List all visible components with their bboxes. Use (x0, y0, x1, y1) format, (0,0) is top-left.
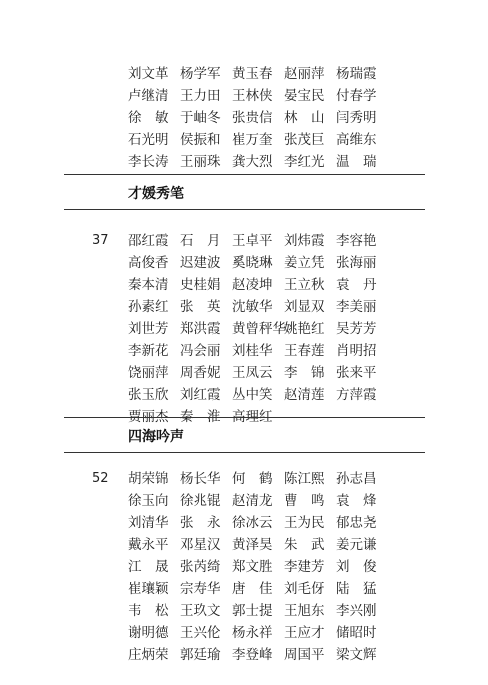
person-name: 郑文胜 (232, 559, 273, 575)
name-row (128, 490, 388, 512)
person-name: 徐兆锟 (180, 493, 221, 509)
person-name: 史桂娟 (180, 277, 221, 293)
person-name: 郭士提 (232, 603, 273, 619)
person-name: 晏宝民 (284, 88, 325, 104)
person-name: 袁 烽 (336, 493, 377, 509)
person-name: 姜立凭 (284, 255, 325, 271)
person-name: 黄玉春 (232, 66, 273, 82)
person-name: 储昭时 (336, 625, 377, 641)
person-name: 赵凌坤 (232, 277, 273, 293)
name-row (128, 622, 388, 644)
person-name: 江 晟 (128, 559, 169, 575)
person-name: 张贵信 (232, 110, 273, 126)
person-name: 赵清龙 (232, 493, 273, 509)
person-name: 谢明德 (128, 625, 169, 641)
person-name: 唐 佳 (232, 581, 273, 597)
person-name: 韦 松 (128, 603, 169, 619)
person-name: 饶丽萍 (128, 365, 169, 381)
person-name: 李长涛 (128, 154, 169, 170)
person-name: 温 瑞 (336, 154, 377, 170)
person-name: 周香妮 (180, 365, 221, 381)
person-name: 赵丽萍 (284, 66, 325, 82)
person-name: 朱 武 (284, 537, 325, 553)
person-name: 徐冰云 (232, 515, 273, 531)
person-name: 王兴伦 (180, 625, 221, 641)
person-name: 宗寿华 (180, 581, 221, 597)
name-row (128, 129, 388, 151)
person-name: 方萍霞 (336, 387, 377, 403)
person-name: 邵红霞 (128, 233, 169, 249)
person-name: 李 锦 (284, 365, 325, 381)
person-name: 李登峰 (232, 647, 273, 663)
person-name: 张芮绮 (180, 559, 221, 575)
person-name: 邓星汉 (180, 537, 221, 553)
person-name: 徐 敏 (128, 110, 169, 126)
person-name: 袁 丹 (336, 277, 377, 293)
person-name: 李美丽 (336, 299, 377, 315)
top-name-list (128, 63, 388, 173)
person-name: 丛中笑 (232, 387, 273, 403)
name-row (128, 556, 388, 578)
name-row (128, 85, 388, 107)
name-row (128, 230, 388, 252)
name-row (128, 578, 388, 600)
person-name: 吴芳芳 (336, 321, 377, 337)
person-name: 刘清华 (128, 515, 169, 531)
person-name: 杨瑞霞 (336, 66, 377, 82)
person-name: 杨学军 (180, 66, 221, 82)
person-name: 林 山 (284, 110, 325, 126)
name-row (128, 644, 388, 666)
section-title-sihai: 四海吟声 (128, 429, 184, 445)
person-name: 王卓平 (232, 233, 273, 249)
person-name: 刘世芳 (128, 321, 169, 337)
person-name: 陈江熙 (284, 471, 325, 487)
person-name: 张 英 (180, 299, 221, 315)
person-name: 刘 俊 (336, 559, 377, 575)
person-name: 刘显双 (284, 299, 325, 315)
page-number-37: 37 (92, 233, 109, 248)
person-name: 徐玉向 (128, 493, 169, 509)
person-name: 沈敏华 (232, 299, 273, 315)
person-name: 冯会丽 (180, 343, 221, 359)
person-name: 石 月 (180, 233, 221, 249)
person-name: 王凤云 (232, 365, 273, 381)
person-name: 高俊香 (128, 255, 169, 271)
person-name: 秦 淮 (180, 409, 221, 425)
person-name: 孙素红 (128, 299, 169, 315)
person-name: 秦本清 (128, 277, 169, 293)
person-name: 贾丽杰 (128, 409, 169, 425)
person-name: 刘桂华 (232, 343, 273, 359)
person-name: 梁文辉 (336, 647, 377, 663)
section-title-caiyuan: 才媛秀笔 (128, 186, 184, 202)
person-name: 王林侠 (232, 88, 273, 104)
person-name: 刘文革 (128, 66, 169, 82)
section-divider-bottom (64, 209, 425, 210)
person-name: 周国平 (284, 647, 325, 663)
person-name: 奚晓琳 (232, 255, 273, 271)
person-name: 王力田 (180, 88, 221, 104)
person-name: 李建芳 (284, 559, 325, 575)
person-name: 杨长华 (180, 471, 221, 487)
name-row (128, 252, 388, 274)
person-name: 王应才 (284, 625, 325, 641)
name-row (128, 296, 388, 318)
person-name: 王为民 (284, 515, 325, 531)
person-name: 王丽珠 (180, 154, 221, 170)
person-name: 郭廷瑜 (180, 647, 221, 663)
page-number-52: 52 (92, 471, 109, 486)
person-name: 卢继清 (128, 88, 169, 104)
person-name: 杨永祥 (232, 625, 273, 641)
name-row (128, 318, 388, 340)
person-name: 王玖文 (180, 603, 221, 619)
section2-name-list (128, 468, 388, 666)
person-name: 胡荣锦 (128, 471, 169, 487)
person-name: 高理红 (232, 409, 273, 425)
person-name: 王立秋 (284, 277, 325, 293)
person-name: 刘毛伢 (284, 581, 325, 597)
name-row (128, 151, 388, 173)
name-row (128, 340, 388, 362)
person-name: 郁忠尧 (336, 515, 377, 531)
person-name: 崔瓖颖 (128, 581, 169, 597)
person-name: 赵清莲 (284, 387, 325, 403)
person-name: 王旭东 (284, 603, 325, 619)
person-name: 于岫冬 (180, 110, 221, 126)
person-name: 高维东 (336, 132, 377, 148)
name-row (128, 600, 388, 622)
person-name: 王春莲 (284, 343, 325, 359)
name-row (128, 362, 388, 384)
name-row (128, 534, 388, 556)
person-name: 何 鹤 (232, 471, 273, 487)
person-name: 黄泽昊 (232, 537, 273, 553)
person-name: 孙志昌 (336, 471, 377, 487)
section1-name-list (128, 230, 388, 428)
person-name: 龚大烈 (232, 154, 273, 170)
person-name: 戴永平 (128, 537, 169, 553)
person-name: 肖明招 (336, 343, 377, 359)
person-name: 李兴刚 (336, 603, 377, 619)
person-name: 庄炳荣 (128, 647, 169, 663)
person-name: 李新花 (128, 343, 169, 359)
person-name: 石光明 (128, 132, 169, 148)
person-name: 李红光 (284, 154, 325, 170)
person-name: 侯振和 (180, 132, 221, 148)
name-row (128, 63, 388, 85)
person-name: 张海丽 (336, 255, 377, 271)
person-name: 张 永 (180, 515, 221, 531)
name-row (128, 512, 388, 534)
section-divider-bottom (64, 452, 425, 453)
person-name: 黄曾秤华 (232, 321, 286, 337)
name-row (128, 107, 388, 129)
section-divider-top (64, 174, 425, 175)
person-name: 张玉欣 (128, 387, 169, 403)
person-name: 郑洪霞 (180, 321, 221, 337)
name-row (128, 468, 388, 490)
person-name: 崔万奎 (232, 132, 273, 148)
person-name: 张茂巨 (284, 132, 325, 148)
person-name: 刘炜霞 (284, 233, 325, 249)
person-name: 迟建波 (180, 255, 221, 271)
person-name: 刘红霞 (180, 387, 221, 403)
person-name: 张来平 (336, 365, 377, 381)
person-name: 闫秀明 (336, 110, 377, 126)
person-name: 姚艳红 (284, 321, 325, 337)
person-name: 付春学 (336, 88, 377, 104)
person-name: 李容艳 (336, 233, 377, 249)
person-name: 曹 鸣 (284, 493, 325, 509)
section-divider-top (64, 417, 425, 418)
name-row (128, 274, 388, 296)
person-name: 陆 猛 (336, 581, 377, 597)
name-row (128, 384, 388, 406)
person-name: 姜元谦 (336, 537, 377, 553)
